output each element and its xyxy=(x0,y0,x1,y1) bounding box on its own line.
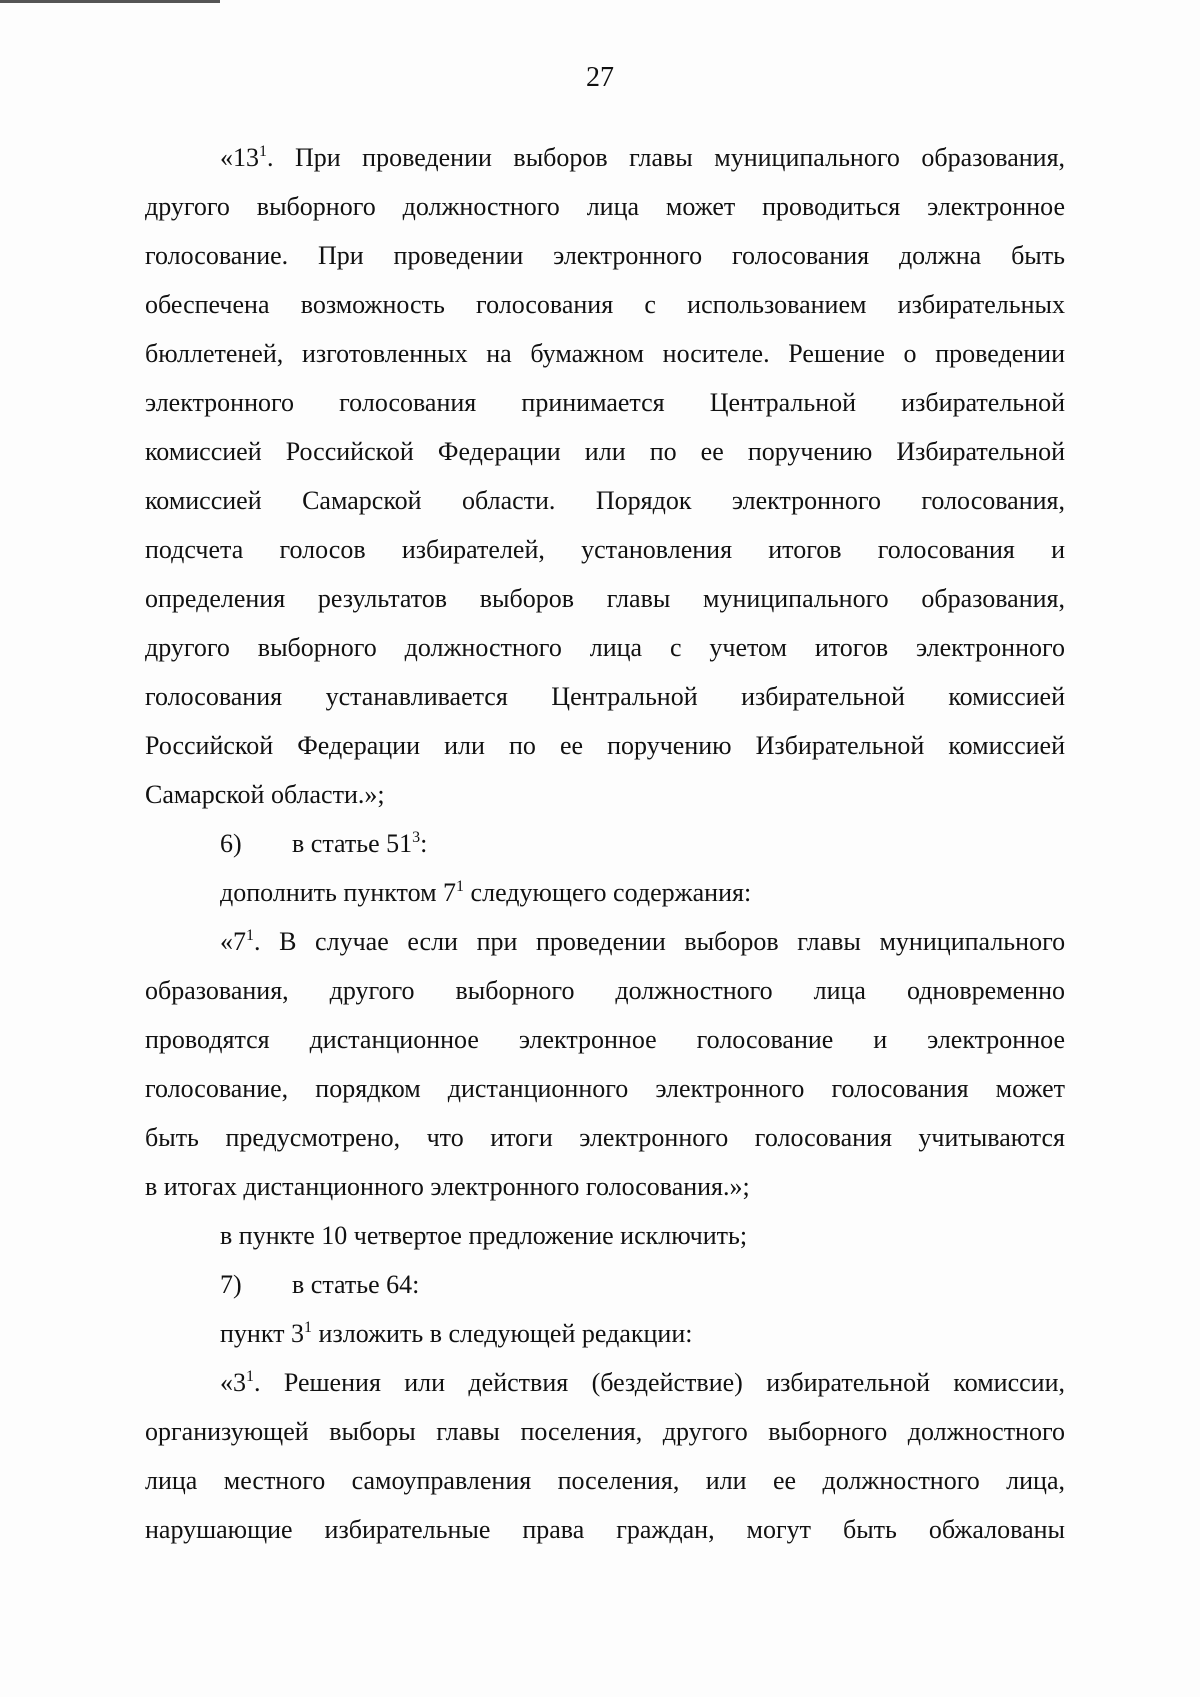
line-text: в статье $51^3$: xyxy=(292,829,428,858)
line-text: «$3^1$. Решения или действия (бездействие) избирательной комиссии, xyxy=(220,1368,1066,1397)
text-line xyxy=(145,1407,1065,1456)
line-text: голосование, порядком дистанционного электронного голосования может xyxy=(145,1074,1065,1103)
text-line xyxy=(145,623,1065,672)
text-line xyxy=(145,1211,1065,1260)
text-line xyxy=(145,721,1065,770)
line-text: организующей выборы главы поселения, другого выборного должностного xyxy=(145,1417,1065,1446)
text-line xyxy=(145,1505,1065,1554)
text-line xyxy=(145,917,1065,966)
text-line xyxy=(145,1015,1065,1064)
superscript: 3 xyxy=(412,829,421,846)
line-text: образования, другого выборного должностного лица одновременно xyxy=(145,976,1065,1005)
line-text: определения результатов выборов главы муниципального образования, xyxy=(145,584,1065,613)
text-line xyxy=(145,378,1065,427)
text-line xyxy=(145,1456,1065,1505)
text-line xyxy=(145,1260,1065,1309)
line-text: «$13^1$. При проведении выборов главы муниципального образования, xyxy=(220,143,1066,172)
line-text: «$7^1$. В случае если при проведении выборов главы муниципального xyxy=(220,927,1066,956)
text-line xyxy=(145,770,1065,819)
text-line xyxy=(145,280,1065,329)
text-line xyxy=(145,672,1065,721)
scan-edge-line xyxy=(0,0,220,3)
superscript: 1 xyxy=(259,143,267,160)
line-text: в статье 64: xyxy=(292,1270,420,1299)
text-line xyxy=(145,476,1065,525)
list-item-number: 7) xyxy=(220,1270,242,1299)
text-line xyxy=(145,1309,1065,1358)
text-line xyxy=(145,329,1065,378)
line-text: Самарской области.»; xyxy=(145,780,385,809)
text-line xyxy=(145,574,1065,623)
line-text: голосование. При проведении электронного голосования должна быть xyxy=(145,241,1065,270)
line-text: быть предусмотрено, что итоги электронного голосования учитываются xyxy=(145,1123,1065,1152)
text-line xyxy=(145,133,1065,182)
line-text: голосования устанавливается Центральной избирательной комиссией xyxy=(145,682,1065,711)
text-line xyxy=(145,1113,1065,1162)
line-text: дополнить пунктом $7^1$ следующего содержания: xyxy=(220,878,752,907)
body-text xyxy=(145,133,1065,1554)
text-line xyxy=(145,1064,1065,1113)
text-line xyxy=(145,525,1065,574)
text-line xyxy=(145,1162,1065,1211)
list-item-number: 6) xyxy=(220,829,242,858)
line-text: комиссией Самарской области. Порядок электронного голосования, xyxy=(145,486,1065,515)
line-text: другого выборного должностного лица может проводиться электронное xyxy=(145,192,1065,221)
text-line xyxy=(145,966,1065,1015)
line-text: лица местного самоуправления поселения, или ее должностного лица, xyxy=(145,1466,1065,1495)
text-line xyxy=(145,182,1065,231)
line-text: бюллетеней, изготовленных на бумажном носителе. Решение о проведении xyxy=(145,339,1065,368)
line-text: пункт $3^1$ изложить в следующей редакции: xyxy=(220,1319,693,1348)
text-line xyxy=(145,427,1065,476)
superscript: 1 xyxy=(246,927,254,944)
text-line xyxy=(145,868,1065,917)
superscript: 1 xyxy=(456,878,465,895)
line-text: в итогах дистанционного электронного голосования.»; xyxy=(145,1172,750,1201)
line-text: обеспечена возможность голосования с использованием избирательных xyxy=(145,290,1065,319)
text-line xyxy=(145,1358,1065,1407)
superscript: 1 xyxy=(304,1319,313,1336)
line-text: Российской Федерации или по ее поручению Избирательной комиссией xyxy=(145,731,1065,760)
text-line xyxy=(145,819,1065,868)
line-text: проводятся дистанционное электронное голосование и электронное xyxy=(145,1025,1065,1054)
line-text: другого выборного должностного лица с учетом итогов электронного xyxy=(145,633,1065,662)
text-line xyxy=(145,231,1065,280)
line-text: нарушающие избирательные права граждан, могут быть обжалованы xyxy=(145,1515,1065,1544)
superscript: 1 xyxy=(246,1368,254,1385)
page-number: 27 xyxy=(586,62,614,93)
line-text: электронного голосования принимается Центральной избирательной xyxy=(145,388,1065,417)
line-text: подсчета голосов избирателей, установления итогов голосования и xyxy=(145,535,1065,564)
line-text: в пункте 10 четвертое предложение исключить; xyxy=(220,1221,748,1250)
line-text: комиссией Российской Федерации или по ее поручению Избирательной xyxy=(145,437,1065,466)
